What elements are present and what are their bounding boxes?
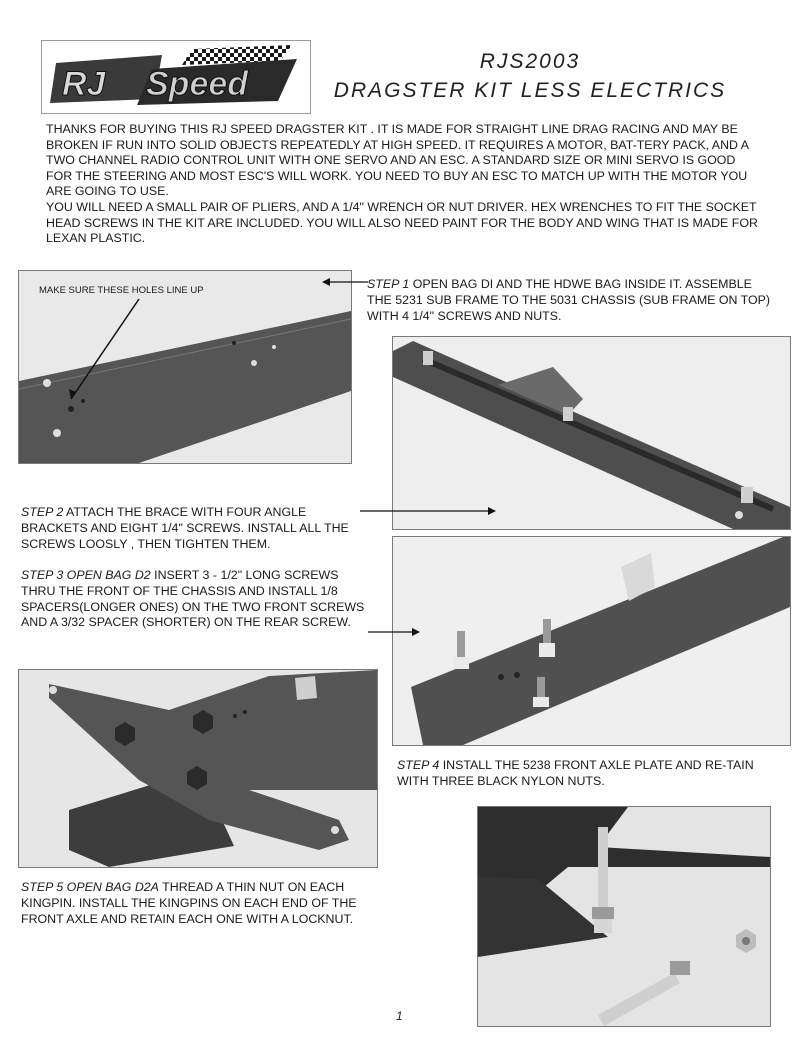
kingpins-illustration xyxy=(478,807,770,1026)
model-number: RJS2003 xyxy=(479,50,581,73)
svg-text:Speed: Speed xyxy=(146,65,249,103)
intro-paragraph-1: THANKS FOR BUYING THIS RJ SPEED DRAGSTER KIT . IT IS MADE FOR STRAIGHT LINE DRAG RACING AND MAY BE BROKEN IF RUN INTO SOLID OBJECTS REPEATEDLY AT HIGH SPEED. IT REQUIRES A MOTOR, BAT-TERY PACK, AND A TWO CHANNEL RADIO CONTROL UNIT WITH ONE SERVO AND AN ESC. A STANDARD SIZE OR MINI SERVO IS GOOD FOR THE STEERING AND MOST ESC'S WILL WORK. YOU NEED TO BUY AN ESC TO MATCH UP WITH THE MOTOR YOU ARE GOING TO USE. xyxy=(46,122,749,199)
photo-front-axle-plate xyxy=(18,669,378,868)
step-5-label: STEP 5 OPEN BAG D2A xyxy=(21,880,159,894)
step-4 xyxy=(397,758,777,790)
spacers-illustration xyxy=(393,537,790,745)
step-3-label: STEP 3 OPEN BAG D2 xyxy=(21,568,151,582)
arrow-right-icon xyxy=(360,505,496,517)
arrow-left-icon xyxy=(322,276,368,288)
step-2-label: STEP 2 xyxy=(21,505,64,519)
photo-kingpins xyxy=(477,806,771,1027)
page-number: 1 xyxy=(396,1009,403,1023)
rj-speed-logo-graphic xyxy=(42,41,310,113)
step-1 xyxy=(367,277,777,324)
step-3 xyxy=(21,568,371,631)
svg-text:RJ: RJ xyxy=(62,65,106,103)
step-3-text: INSERT 3 - 1/2" LONG SCREWS THRU THE FRONT OF THE CHASSIS AND INSTALL 1/8 SPACERS(LONGER ONES) ON THE TWO FRONT SCREWS AND A 3/32 SPACER (SHORTER) ON THE REAR SCREW. xyxy=(21,568,365,630)
step-4-label: STEP 4 xyxy=(397,758,440,772)
step-1-text: OPEN BAG DI AND THE HDWE BAG INSIDE IT. ASSEMBLE THE 5231 SUB FRAME TO THE 5031 CHASSIS (SUB FRAME ON TOP) WITH 4 1/4" SCREWS AND NUTS. xyxy=(367,277,771,323)
photo-spacers xyxy=(392,536,791,746)
step-2 xyxy=(21,505,351,552)
step-5 xyxy=(21,880,401,927)
intro-paragraph-2: YOU WILL NEED A SMALL PAIR OF PLIERS, AND A 1/4" WRENCH OR NUT DRIVER. HEX WRENCHES TO FIT THE SOCKET HEAD SCREWS IN THE KIT ARE INCLUDED. YOU WILL ALSO NEED PAINT FOR THE BODY AND WING THAT IS MADE FOR LEXAN PLASTIC. xyxy=(46,199,758,246)
photo-chassis-holes xyxy=(18,270,352,464)
step-5-text: THREAD A THIN NUT ON EACH KINGPIN. INSTALL THE KINGPINS ON EACH END OF THE FRONT AXLE AND RETAIN EACH ONE WITH A LOCKNUT. xyxy=(21,880,357,926)
logo xyxy=(41,40,311,114)
chassis-plate-illustration xyxy=(19,271,351,463)
holes-label: MAKE SURE THESE HOLES LINE UP xyxy=(39,285,204,296)
step-2-text: ATTACH THE BRACE WITH FOUR ANGLE BRACKETS AND EIGHT 1/4" SCREWS. INSTALL ALL THE SCREWS LOOSLY , THEN TIGHTEN THEM. xyxy=(21,505,349,551)
brace-illustration xyxy=(393,337,790,529)
axle-plate-illustration xyxy=(19,670,377,867)
step-1-label: STEP 1 xyxy=(367,277,410,291)
photo-brace xyxy=(392,336,791,530)
step-4-text: INSTALL THE 5238 FRONT AXLE PLATE AND RE-TAIN WITH THREE BLACK NYLON NUTS. xyxy=(397,758,754,788)
intro-text xyxy=(46,122,762,247)
page-title: DRAGSTER KIT LESS ELECTRICS xyxy=(333,79,727,102)
arrow-right-icon-2 xyxy=(368,626,420,638)
